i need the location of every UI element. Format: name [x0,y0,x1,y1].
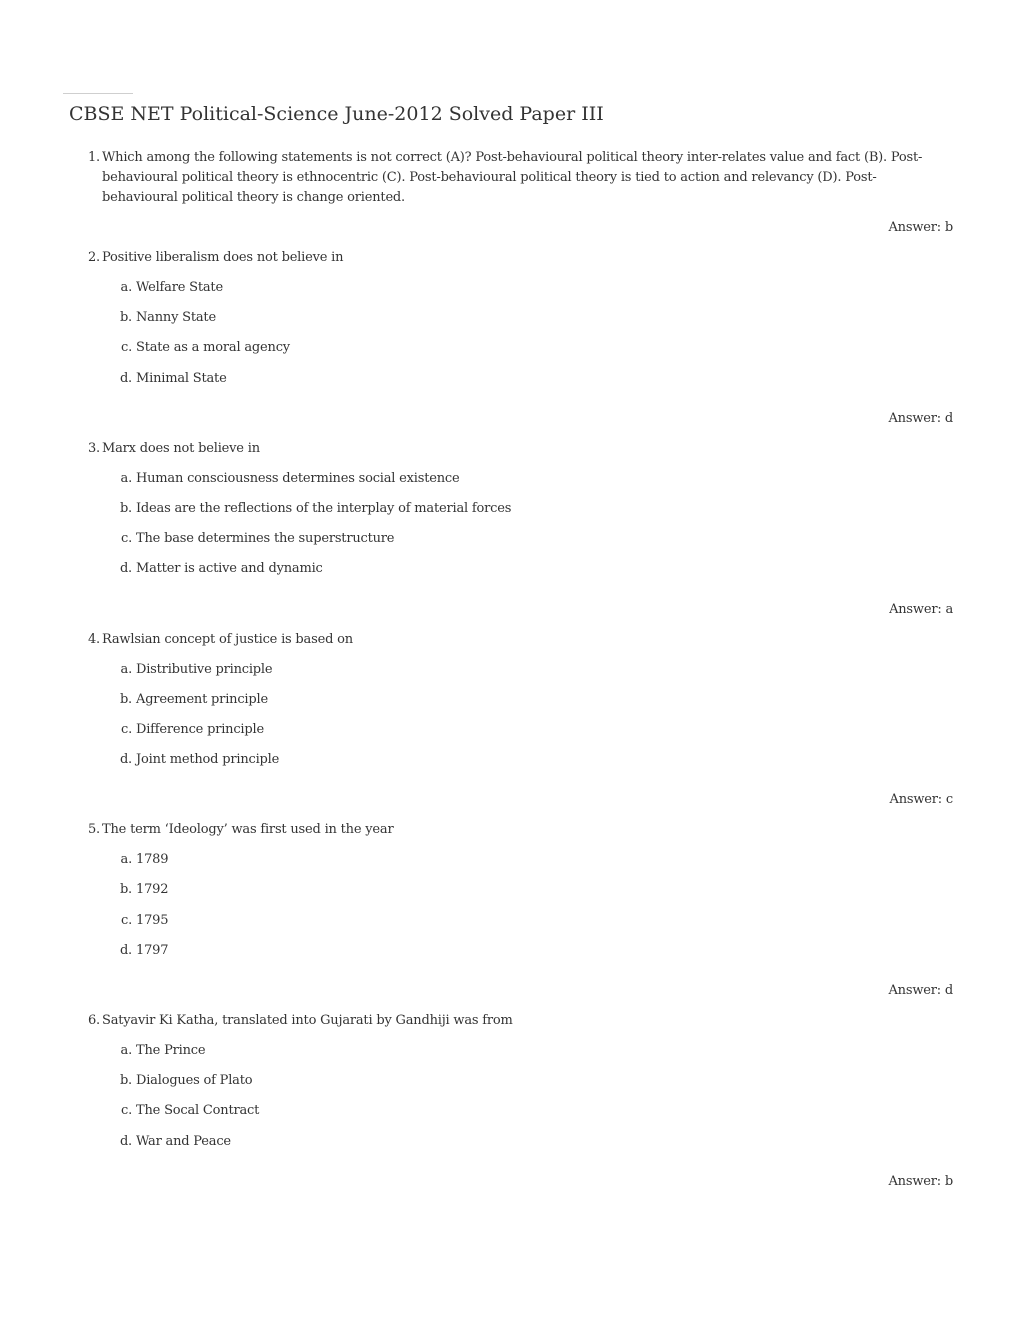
option-list [0,850,1020,971]
option-letter: d. [119,370,132,386]
option-letter: a. [120,661,132,677]
option-text: Ideas are the reflections of the interplay of material forces [136,500,512,516]
answer-text: Answer: b [888,1173,953,1189]
option-text: Minimal State [136,370,227,386]
question-item [0,248,1020,439]
option-letter: c. [120,340,132,356]
option-text: Welfare State [136,280,223,295]
header-divider [63,93,133,94]
option-item [0,559,1020,589]
option-item [0,850,1020,880]
option-letter: a. [120,280,132,295]
option-item [0,529,1020,559]
option-letter: d. [119,561,132,577]
option-item [0,338,1020,368]
answer-text: Answer: a [889,601,953,617]
question-number: 3. [87,440,100,456]
question-number: 1. [87,150,100,165]
option-text: Dialogues of Plato [136,1073,253,1089]
page-title: CBSE NET Political-Science June-2012 Solved Paper III [69,103,604,125]
option-text: Joint method principle [136,752,280,768]
option-item [0,278,1020,308]
question-number: 2. [87,250,100,265]
option-text: 1792 [136,882,169,898]
question-item [0,820,1020,1011]
option-text: 1789 [136,852,169,868]
option-letter: a. [120,470,132,486]
option-letter: a. [120,852,132,868]
option-list [0,1041,1020,1162]
answer-text: Answer: b [888,220,953,235]
option-letter: d. [119,942,132,958]
option-list [0,469,1020,590]
option-list [0,660,1020,781]
option-item [0,1041,1020,1071]
question-text: Satyavir Ki Katha, translated into Gujarati by Gandhiji was from [102,1013,513,1028]
question-item [0,630,1020,821]
option-letter: d. [119,1133,132,1149]
option-text: State as a moral agency [136,340,290,356]
option-letter: a. [120,1043,132,1058]
option-item [0,499,1020,529]
option-text: The base determines the superstructure [136,531,395,547]
question-number: 6. [87,1013,100,1028]
option-letter: b. [119,882,132,898]
option-item [0,369,1020,399]
option-text: War and Peace [136,1133,231,1149]
option-item [0,941,1020,971]
question-text: Rawlsian concept of justice is based on [102,631,353,647]
option-letter: d. [119,752,132,768]
question-text: Marx does not believe in [102,440,260,456]
question-item [0,1011,1020,1202]
option-letter: b. [119,691,132,707]
answer-text: Answer: d [888,983,953,998]
answer-text: Answer: d [888,410,953,426]
option-list [0,278,1020,399]
option-letter: b. [119,310,132,326]
option-letter: c. [120,531,132,547]
option-text: The Prince [136,1043,206,1058]
question-item [0,439,1020,630]
question-list [0,148,1020,1202]
option-text: Human consciousness determines social existence [136,470,460,486]
option-item [0,880,1020,910]
question-text: Which among the following statements is not correct (A)? Post-behavioural political theory inter-relates value and fact (B). Post-behavioural political theory is ethnocentric (C). Post-behavioural political theory is tied to action and relevancy (D). Post-behavioural political theory is change oriented. [102,150,923,205]
option-item [0,660,1020,690]
option-item [0,308,1020,338]
option-item [0,750,1020,780]
option-text: Agreement principle [136,691,268,707]
question-number: 5. [87,822,100,838]
option-item [0,1071,1020,1101]
option-item [0,1101,1020,1131]
option-item [0,690,1020,720]
option-text: Difference principle [136,721,264,737]
option-item [0,469,1020,499]
question-number: 4. [87,631,100,647]
option-text: Nanny State [136,310,216,326]
question-item [0,148,1020,248]
option-letter: b. [119,500,132,516]
question-text: The term ‘Ideology’ was first used in the year [102,822,394,838]
option-text: 1795 [136,912,169,928]
option-letter: c. [120,721,132,737]
answer-text: Answer: c [889,792,953,808]
option-letter: c. [120,1103,132,1119]
option-item [0,1132,1020,1162]
option-text: Distributive principle [136,661,273,677]
option-item [0,911,1020,941]
option-letter: b. [119,1073,132,1089]
option-letter: c. [120,912,132,928]
option-text: Matter is active and dynamic [136,561,323,577]
option-text: The Socal Contract [136,1103,260,1119]
option-item [0,720,1020,750]
question-text: Positive liberalism does not believe in [102,250,344,265]
option-text: 1797 [136,942,169,958]
